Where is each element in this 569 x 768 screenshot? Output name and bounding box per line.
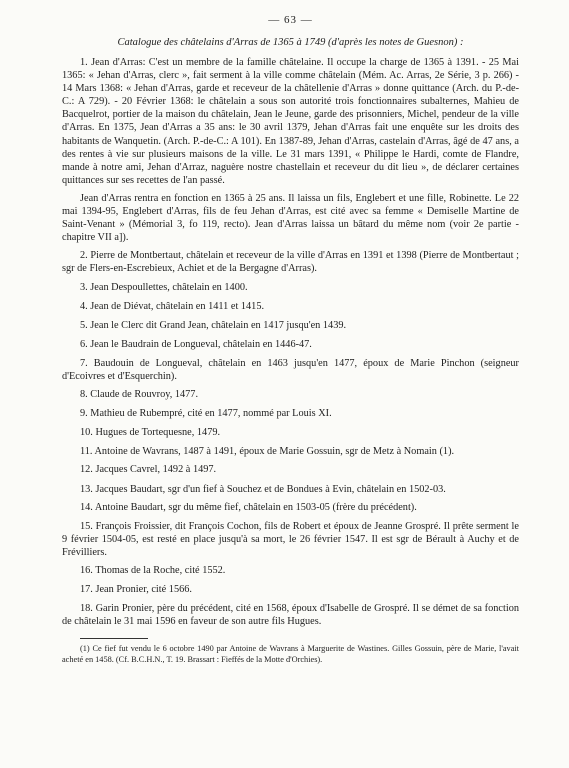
entry-4: 4. Jean de Diévat, châtelain en 1411 et 1415. [80,300,265,312]
entry-2: 2. Pierre de Montbertaut, châtelain et receveur de la ville d'Arras en 1391 et 1398 (Pierre de Montbertaut ; sgr de Flers-en-Escrebieux, Achiet et de la Bergagne d'Arras). [62,250,519,275]
entry-8: 8. Claude de Rouvroy, 1477. [80,389,199,401]
entry-3: 3. Jean Despoullettes, châtelain en 1400. [80,281,248,293]
entry-1: 1. Jean d'Arras: C'est un membre de la famille châtelaine. Il occupe la charge de 1365 à 1391. - 25 Mai 1365: « Jehan d'Arras, clerc », fait serment à la ville comme châtelain (Mém. Ac. Arras, 2e Série, 3 p. 266) - 14 Mars 1368: « Jehan d'Arras, garde et receveur de la châtellenie d'Arras » donne quittance (Arch. du P.-de-C.: A 729). - 20 Février 1368: le châtelain a sous son autorité trois fonctionnaires subalternes, Mahieu de Bacquelrot, portier de la maison du châtelain, Jean le Jeune, garde des prisonniers, Michel, pendeur de la ville d'Arras. En 1375, Jean d'Arras a 35 ans: le 30 avril 1379, Jehan d'Arras fait une enquête sur les droits des habitants de Wanquetin. (Arch. P.-de-C.: A 101). En 1387-89, Jehan d'Arras, castelain d'Arras, âgé de 47 ans, a des rentes à vie sur plusieurs maisons de la ville. Le 31 mars 1391, « Philippe le Hardi, comte de Flandre, mande à notre ami, Jehan d'Arraz, naguère nostre chastellain et receveur du dit lieu », de déclarer certaines quittances sur ses recettes de l'an passé. [62,57,519,186]
entry-11: 11. Antoine de Wavrans, 1487 à 1491, époux de Marie Gossuin, sgr de Metz à Nomain (1). [80,446,455,458]
entry-17: 17. Jean Pronier, cité 1566. [80,584,192,596]
entry-15: 15. François Froissier, dit François Cochon, fils de Robert et époux de Jeanne Grospré. Il prête serment le 9 février 1504-05, est resté en place jusqu'à sa mort, le 26 février 1547. Il est sgr de Bérault à Auchy et de Frévilliers. [62,520,519,558]
entry-14: 14. Antoine Baudart, sgr du même fief, châtelain en 1503-05 (frère du précédent). [80,501,417,513]
footnote-divider [80,638,148,639]
entry-10: 10. Hugues de Tortequesne, 1479. [80,427,221,439]
entry-6: 6. Jean le Baudrain de Longueval, châtelain en 1446-47. [80,338,312,350]
entry-18: 18. Garin Pronier, père du précédent, cité en 1568, époux d'Isabelle de Grospré. Il se démet de sa fonction de châtelain le 31 mai 1596 en faveur de son autre fils Hugues. [62,603,519,628]
entry-1-continued: Jean d'Arras rentra en fonction en 1365 à 25 ans. Il laissa un fils, Englebert et une fille, Robinette. Le 22 mai 1394-95, Englebert d'Arras, fils de feu Jehan d'Arras, est cité avec sa femme « Demiselle Martine de Saint-Venant » (Mémorial 3, fo 119, recto). Jean d'Arras laissa un bâtard du même nom (voir 2e partie - chapitre VII a]). [62,192,519,244]
entry-13: 13. Jacques Baudart, sgr d'un fief à Souchez et de Bondues à Evin, châtelain en 1502-03. [80,483,446,495]
entry-9: 9. Mathieu de Rubempré, cité en 1477, nommé par Louis XI. [80,408,332,420]
entry-12: 12. Jacques Cavrel, 1492 à 1497. [80,464,217,476]
page-number: — 63 — [268,14,313,26]
catalogue-heading: Catalogue des châtelains d'Arras de 1365 à 1749 (d'après les notes de Guesnon) : [117,37,464,48]
entry-5: 5. Jean le Clerc dit Grand Jean, châtelain en 1417 jusqu'en 1439. [80,319,347,331]
entry-7: 7. Baudouin de Longueval, châtelain en 1463 jusqu'en 1477, époux de Marie Pinchon (seigneur d'Ecoivres et d'Esquerchin). [62,357,519,382]
footnote: (1) Ce fief fut vendu le 6 octobre 1490 par Antoine de Wavrans à Marguerite de Wastines. Gilles Gossuin, père de Marie, l'avait acheté en 1458. (Cf. B.C.H.N., T. 19. Brassart : Fieffés de la Motte d'Orchies). [62,644,519,664]
entry-16: 16. Thomas de la Roche, cité 1552. [80,565,226,576]
